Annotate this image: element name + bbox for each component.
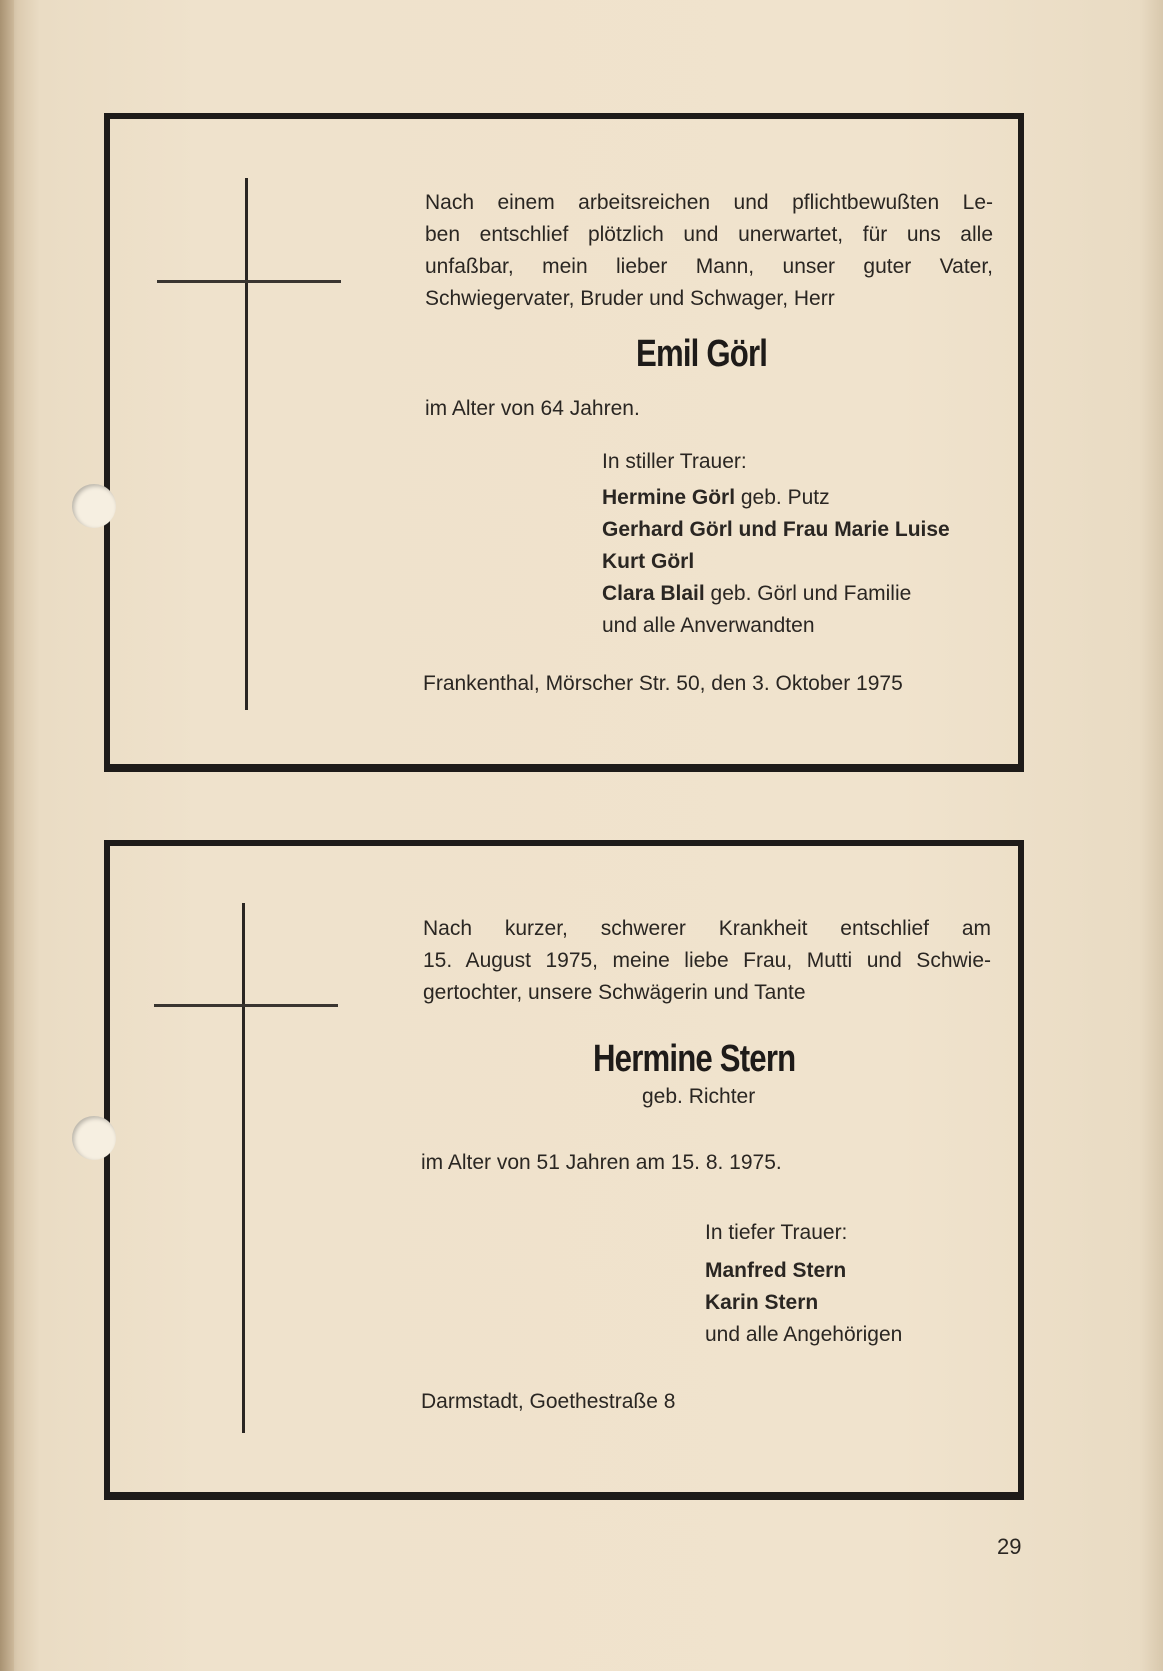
cross-bar [154,1004,338,1007]
notice2-intro-1: Nach kurzer, schwerer Krankheit entschlief am [423,917,991,940]
punch-hole [72,484,116,528]
notice1-mourner: Clara Blail geb. Görl und Familie [602,582,912,605]
notice2-intro-3: gertochter, unsere Schwägerin und Tante [423,981,806,1004]
notice2-intro-2: 15. August 1975, meine liebe Frau, Mutti und Schwie- [423,949,991,972]
notice1-mourner: Kurt Görl [602,550,695,573]
book-spine [0,0,14,1671]
cross-icon [245,178,248,710]
notice1-mourner: Hermine Görl geb. Putz [602,486,830,509]
notice1-mourner: Gerhard Görl und Frau Marie Luise [602,518,950,541]
notice1-intro-1: Nach einem arbeitsreichen und pflichtbewußten Le- [425,191,993,214]
notice1-intro-4: Schwiegervater, Bruder und Schwager, Herr [425,287,835,310]
notice2-mourner: Manfred Stern [705,1259,847,1282]
notice2-mourner: und alle Angehörigen [705,1323,903,1346]
notice1-age: im Alter von 64 Jahren. [425,397,640,420]
cross-icon [242,903,245,1433]
notice1-intro-3: unfaßbar, mein lieber Mann, unser guter Vater, [425,255,993,278]
notice2-mourning-heading: In tiefer Trauer: [705,1221,848,1244]
notice2-deceased-name: Hermine Stern [593,1038,796,1080]
notice1-intro-2: ben entschlief plötzlich und unerwartet, für uns alle [425,223,993,246]
notice1-mourner: und alle Anverwandten [602,614,815,637]
punch-hole [72,1116,116,1160]
notice1-deceased-name: Emil Görl [636,333,768,375]
notice2-place: Darmstadt, Goethestraße 8 [421,1390,676,1413]
notice2-age: im Alter von 51 Jahren am 15. 8. 1975. [421,1151,782,1174]
cross-bar [157,280,341,283]
notice1-place-date: Frankenthal, Mörscher Str. 50, den 3. Oktober 1975 [423,672,903,695]
page-number: 29 [997,1534,1022,1559]
notice2-maiden-name: geb. Richter [642,1085,756,1108]
notice2-mourner: Karin Stern [705,1291,819,1314]
notice1-mourning-heading: In stiller Trauer: [602,450,747,473]
